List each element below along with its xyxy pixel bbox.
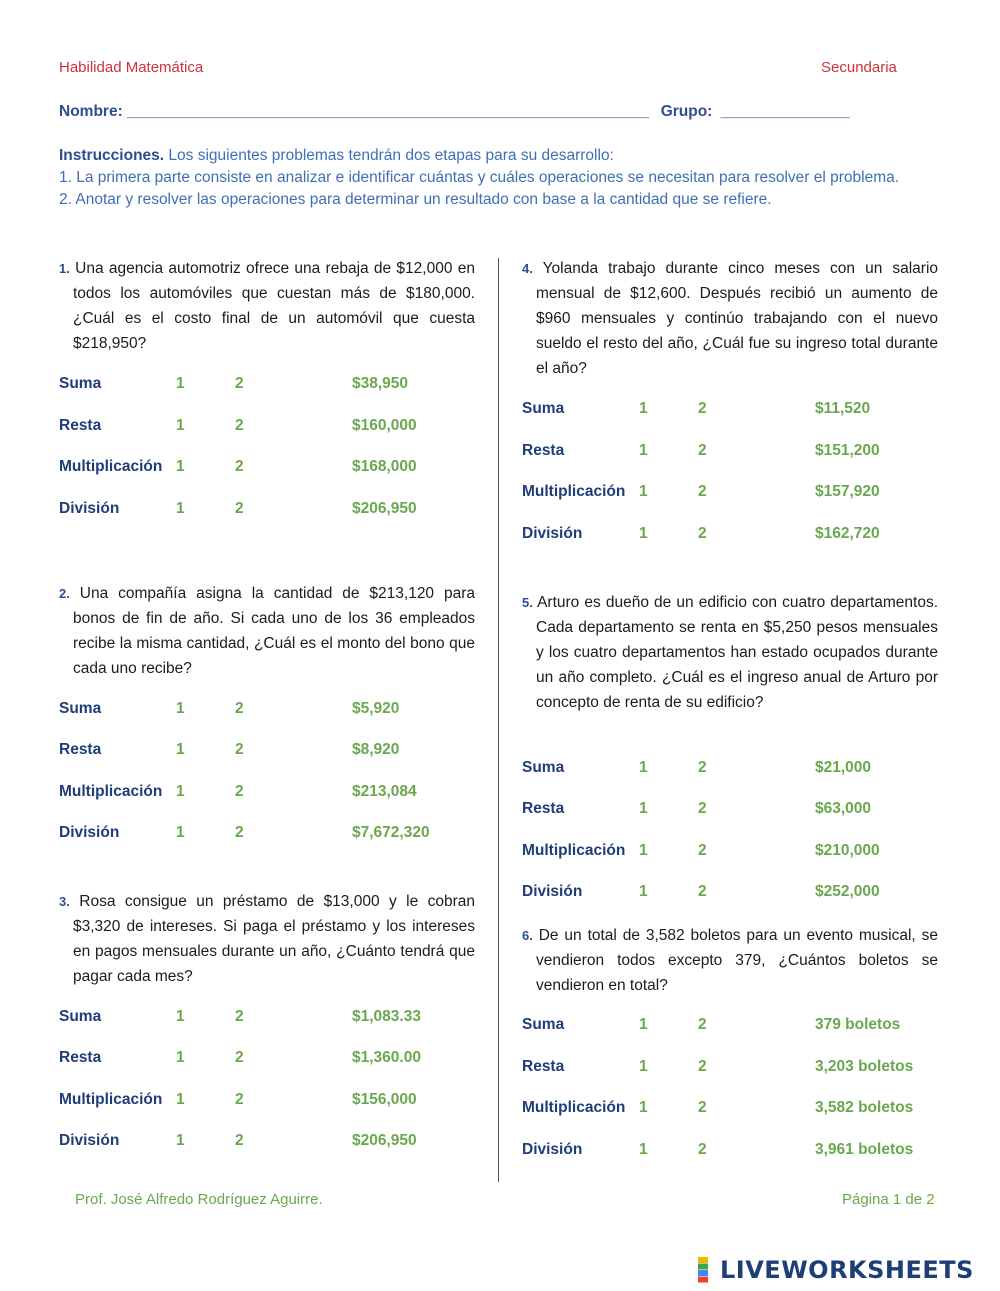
- problem-number: 1.: [59, 261, 70, 276]
- step-1[interactable]: 1: [176, 417, 185, 434]
- problem-6: [522, 923, 938, 998]
- option-label: Suma: [522, 400, 565, 417]
- step-1[interactable]: 1: [639, 883, 648, 900]
- step-1[interactable]: 1: [176, 1091, 185, 1108]
- option-label: División: [59, 824, 120, 841]
- option-answer[interactable]: 3,582 boletos: [815, 1099, 914, 1116]
- instructions-title: Instrucciones.: [59, 147, 165, 164]
- step-2[interactable]: 2: [235, 417, 244, 434]
- step-2[interactable]: 2: [698, 759, 707, 776]
- problem-number: 4.: [522, 261, 533, 276]
- option-answer[interactable]: 3,203 boletos: [815, 1058, 914, 1075]
- option-label: Multiplicación: [522, 842, 626, 859]
- step-1[interactable]: 1: [176, 1008, 185, 1025]
- option-answer[interactable]: 379 boletos: [815, 1016, 901, 1033]
- option-answer[interactable]: $8,920: [352, 741, 400, 758]
- instructions: [59, 145, 919, 211]
- step-2[interactable]: 2: [235, 741, 244, 758]
- option-label: Multiplicación: [59, 783, 163, 800]
- problem-1: [59, 256, 475, 356]
- option-label: Resta: [522, 800, 565, 817]
- step-2[interactable]: 2: [235, 1008, 244, 1025]
- option-answer[interactable]: $1,083.33: [352, 1008, 421, 1025]
- problem-4: [522, 256, 938, 381]
- step-1[interactable]: 1: [639, 842, 648, 859]
- option-label: Suma: [59, 700, 102, 717]
- step-1[interactable]: 1: [639, 800, 648, 817]
- step-1[interactable]: 1: [176, 1132, 185, 1149]
- liveworksheets-wordmark: LIVEWORKSHEETS: [720, 1256, 974, 1284]
- column-divider: [498, 258, 499, 1182]
- group-label: Grupo:: [660, 103, 713, 120]
- step-1[interactable]: 1: [639, 400, 648, 417]
- problem-number: 2.: [59, 586, 70, 601]
- step-1[interactable]: 1: [639, 1016, 648, 1033]
- step-1[interactable]: 1: [639, 483, 648, 500]
- step-2[interactable]: 2: [698, 442, 707, 459]
- option-answer[interactable]: $157,920: [815, 483, 880, 500]
- option-label: Suma: [522, 759, 565, 776]
- step-1[interactable]: 1: [176, 500, 185, 517]
- step-2[interactable]: 2: [698, 1016, 707, 1033]
- step-1[interactable]: 1: [639, 1058, 648, 1075]
- step-2[interactable]: 2: [698, 842, 707, 859]
- step-2[interactable]: 2: [698, 1099, 707, 1116]
- step-1[interactable]: 1: [176, 783, 185, 800]
- option-answer[interactable]: $162,720: [815, 525, 880, 542]
- step-1[interactable]: 1: [639, 1141, 648, 1158]
- step-1[interactable]: 1: [639, 759, 648, 776]
- problem-text: Rosa consigue un préstamo de $13,000 y le cobran $3,320 de intereses. Si paga el préstamo y los intereses en pagos mensuales durante un año, ¿Cuánto tendrá que pagar cada mes?: [73, 893, 475, 985]
- name-field[interactable]: _________________________________________________________________: [127, 103, 649, 120]
- step-2[interactable]: 2: [698, 525, 707, 542]
- subject-title: Habilidad Matemática: [59, 59, 204, 76]
- step-2[interactable]: 2: [698, 883, 707, 900]
- liveworksheets-logo[interactable]: [698, 1257, 974, 1283]
- step-1[interactable]: 1: [176, 824, 185, 841]
- option-answer[interactable]: $252,000: [815, 883, 880, 900]
- option-label: División: [522, 883, 583, 900]
- step-1[interactable]: 1: [176, 1049, 185, 1066]
- step-1[interactable]: 1: [176, 458, 185, 475]
- option-answer[interactable]: $7,672,320: [352, 824, 430, 841]
- option-answer[interactable]: 3,961 boletos: [815, 1141, 914, 1158]
- problem-number: 5.: [522, 595, 533, 610]
- option-answer[interactable]: $168,000: [352, 458, 417, 475]
- step-2[interactable]: 2: [235, 1091, 244, 1108]
- option-label: Suma: [59, 1008, 102, 1025]
- option-answer[interactable]: $210,000: [815, 842, 880, 859]
- option-label: Multiplicación: [59, 1091, 163, 1108]
- step-2[interactable]: 2: [235, 375, 244, 392]
- footer-page: Página 1 de 2: [842, 1191, 935, 1208]
- problem-2: [59, 581, 475, 681]
- step-2[interactable]: 2: [235, 700, 244, 717]
- step-2[interactable]: 2: [235, 500, 244, 517]
- step-1[interactable]: 1: [176, 700, 185, 717]
- step-2[interactable]: 2: [698, 483, 707, 500]
- option-label: Suma: [522, 1016, 565, 1033]
- step-2[interactable]: 2: [698, 400, 707, 417]
- option-answer[interactable]: $156,000: [352, 1091, 417, 1108]
- step-2[interactable]: 2: [698, 800, 707, 817]
- problem-number: 6.: [522, 928, 533, 943]
- option-label: Multiplicación: [59, 458, 163, 475]
- name-line: [59, 103, 849, 121]
- option-answer[interactable]: $5,920: [352, 700, 400, 717]
- option-label: División: [522, 525, 583, 542]
- option-label: Resta: [522, 1058, 565, 1075]
- option-label: Multiplicación: [522, 1099, 626, 1116]
- option-answer[interactable]: $11,520: [815, 400, 871, 417]
- name-label: Nombre:: [59, 103, 123, 120]
- option-answer[interactable]: $206,950: [352, 1132, 417, 1149]
- option-label: Resta: [59, 417, 102, 434]
- instructions-step-1: 1. La primera parte consiste en analizar e identificar cuántas y cuáles operaciones se necesitan para resolver el problema.: [59, 169, 900, 186]
- step-2[interactable]: 2: [698, 1141, 707, 1158]
- footer-author: Prof. José Alfredo Rodríguez Aguirre.: [75, 1191, 323, 1208]
- option-label: Multiplicación: [522, 483, 626, 500]
- step-1[interactable]: 1: [176, 375, 185, 392]
- step-1[interactable]: 1: [639, 442, 648, 459]
- level-label: Secundaria: [821, 59, 897, 76]
- problem-text: Una agencia automotriz ofrece una rebaja de $12,000 en todos los automóviles que cuestan más de $180,000. ¿Cuál es el costo final de un automóvil que cuesta $218,950?: [73, 260, 475, 352]
- option-label: División: [59, 1132, 120, 1149]
- instructions-intro: Los siguientes problemas tendrán dos etapas para su desarrollo:: [164, 147, 614, 164]
- option-answer[interactable]: $160,000: [352, 417, 417, 434]
- step-1[interactable]: 1: [639, 1099, 648, 1116]
- step-2[interactable]: 2: [235, 458, 244, 475]
- option-answer[interactable]: $63,000: [815, 800, 872, 817]
- step-2[interactable]: 2: [235, 783, 244, 800]
- problem-text: Yolanda trabajo durante cinco meses con un salario mensual de $12,600. Después recibió un aumento de $960 mensuales y continúo trabajando con el nuevo sueldo el resto del año, ¿Cuál fue su ingreso total durante el año?: [536, 260, 939, 377]
- option-label: Suma: [59, 375, 102, 392]
- option-answer[interactable]: $38,950: [352, 375, 409, 392]
- instructions-step-2: 2. Anotar y resolver las operaciones para determinar un resultado con base a la cantidad que se refiere.: [59, 191, 772, 208]
- problem-3: [59, 889, 475, 989]
- problem-text: Arturo es dueño de un edificio con cuatro departamentos. Cada departamento se renta en $5,250 pesos mensuales y los cuatro departamentos han estado ocupados durante un año completo. ¿Cuál es el ingreso anual de Arturo por concepto de renta de su edificio?: [536, 594, 939, 711]
- step-2[interactable]: 2: [235, 1132, 244, 1149]
- option-label: División: [59, 500, 120, 517]
- option-label: Resta: [522, 442, 565, 459]
- option-label: División: [522, 1141, 583, 1158]
- liveworksheets-logo-icon: [698, 1257, 720, 1283]
- problem-5: [522, 590, 938, 715]
- problem-text: Una compañía asigna la cantidad de $213,120 para bonos de fin de año. Si cada uno de los 36 empleados recibe la misma cantidad, ¿Cuál es el monto del bono que cada uno recibe?: [73, 585, 476, 677]
- option-answer[interactable]: $1,360.00: [352, 1049, 421, 1066]
- option-label: Resta: [59, 741, 102, 758]
- problem-number: 3.: [59, 894, 70, 909]
- step-1[interactable]: 1: [639, 525, 648, 542]
- step-2[interactable]: 2: [698, 1058, 707, 1075]
- option-answer[interactable]: $21,000: [815, 759, 872, 776]
- option-label: Resta: [59, 1049, 102, 1066]
- option-answer[interactable]: $206,950: [352, 500, 417, 517]
- step-1[interactable]: 1: [176, 741, 185, 758]
- group-field[interactable]: ________________: [720, 103, 849, 120]
- step-2[interactable]: 2: [235, 824, 244, 841]
- problem-text: De un total de 3,582 boletos para un evento musical, se vendieron todos excepto 379, ¿Cuántos boletos se vendieron en total?: [536, 927, 938, 994]
- step-2[interactable]: 2: [235, 1049, 244, 1066]
- option-answer[interactable]: $151,200: [815, 442, 880, 459]
- option-answer[interactable]: $213,084: [352, 783, 417, 800]
